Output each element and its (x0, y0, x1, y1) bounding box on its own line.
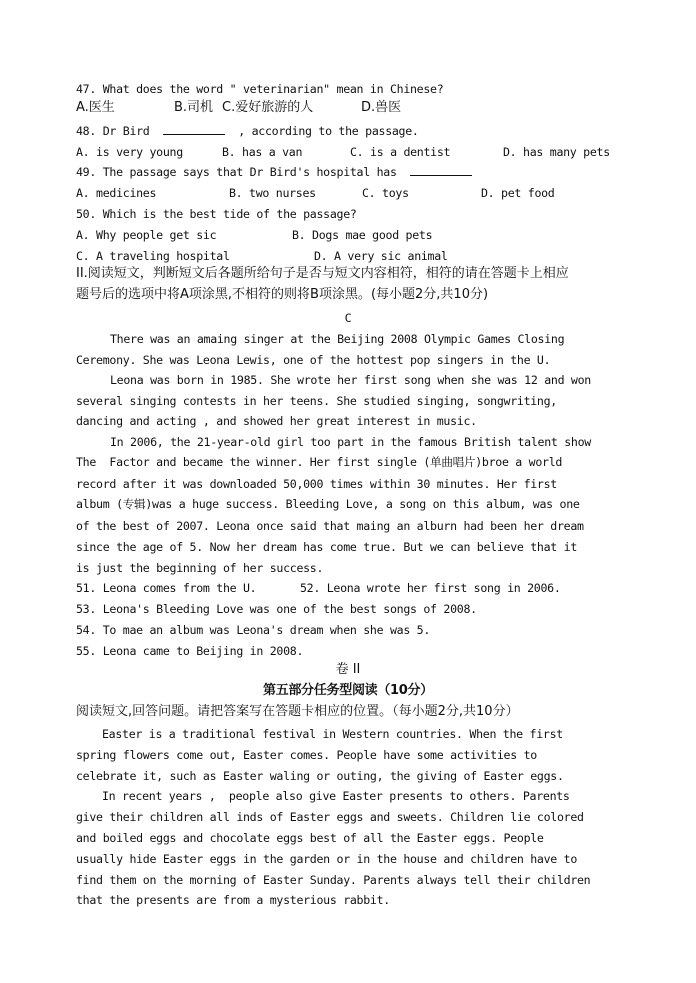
easter-passage-line: spring flowers come out, Easter comes. People have some activities to (76, 748, 537, 762)
passage-c-label: C (344, 311, 352, 325)
statement-54: 54. To mae an album was Leona's dream when she was 5. (76, 623, 431, 637)
passage-c-line: dancing and acting , and showed her great interest in music. (76, 414, 477, 428)
easter-passage-line: celebrate it, such as Easter waling or outing, the giving of Easter eggs. (76, 769, 564, 783)
volume-2-label: 卷 II (335, 662, 361, 677)
passage-c-line: of the best of 2007. Leona once said that maing an alburn had been her dream (76, 519, 584, 533)
easter-passage-line: usually hide Easter eggs in the garden or in the house and children have to (76, 852, 578, 866)
q48-prefix: 48. Dr Bird (76, 124, 150, 138)
easter-passage-line: and boiled eggs and chocolate eggs best of all the Easter eggs. People (76, 831, 544, 845)
passage-c-line: since the age of 5. Now her dream has come true. But we can believe that it (76, 540, 578, 554)
q48-option-b: B. has a van (222, 145, 303, 159)
q49-option-a: A. medicines (76, 186, 157, 200)
q49-option-b: B. two nurses (229, 186, 316, 200)
answer-blank (163, 121, 225, 135)
section-2-instruction-line-1: II.阅读短文，判断短文后各题所给句子是否与短文内容相符，相符的请在答题卡上相应 (76, 266, 569, 281)
q49-prefix: 49. The passage says that Dr Bird's hospital has (76, 165, 397, 179)
q48-option-c: C. is a dentist (350, 145, 451, 159)
section-2-instruction-line-2: 题号后的选项中将A项涂黑,不相符的则将B项涂黑。(每小题2分,共10分) (76, 287, 489, 302)
statement-55: 55. Leona came to Beijing in 2008. (76, 644, 304, 658)
passage-c-line: Leona was born in 1985. She wrote her first song when she was 12 and won (110, 373, 591, 387)
part-5-title: 第五部分任务型阅读（10分） (263, 683, 433, 698)
statement-53: 53. Leona's Bleeding Love was one of the best songs of 2008. (76, 602, 477, 616)
question-47: 47. What does the word " veterinarian" mean in Chinese? (76, 82, 444, 96)
q50-option-d: D. A very sic animal (314, 249, 448, 263)
statement-52: 52. Leona wrote her first song in 2006. (300, 581, 561, 595)
q49-option-d: D. pet food (481, 186, 555, 200)
q50-option-a: A. Why people get sic (76, 228, 217, 242)
answer-blank (410, 162, 472, 176)
passage-c-line: There was an amaing singer at the Beijing 2008 Olympic Games Closing (110, 332, 565, 346)
q47-option-c: C.爱好旅游的人 (222, 100, 314, 115)
passage-c-line: Ceremony. She was Leona Lewis, one of the hottest pop singers in the U. (76, 353, 551, 367)
easter-passage-line: find them on the morning of Easter Sunday. Parents always tell their children (76, 873, 591, 887)
q48-option-d: D. has many pets (503, 145, 610, 159)
passage-c-line: several singing contests in her teens. She studied singing, songwriting, (76, 394, 557, 408)
passage-c-line: In 2006, the 21-year-old girl too part in the famous British talent show (110, 435, 591, 449)
passage-c-line: The Factor and became the winner. Her first single (单曲唱片)broe a world (76, 455, 563, 469)
part-5-instruction: 阅读短文,回答问题。请把答案写在答题卡相应的位置。（每小题2分,共10分） (76, 704, 519, 719)
q50-option-c: C. A traveling hospital (76, 249, 230, 263)
question-50: 50. Which is the best tide of the passage? (76, 207, 357, 221)
passage-c-line: album (专辑)was a huge success. Bleeding Love, a song on this album, was one (76, 497, 580, 511)
easter-passage-line: give their children all inds of Easter eggs and sweets. Children lie colored (76, 810, 584, 824)
q50-option-b: B. Dogs mae good pets (292, 228, 433, 242)
statement-51: 51. Leona comes from the U. (76, 581, 257, 595)
q48-option-a: A. is very young (76, 145, 183, 159)
q47-option-d: D.兽医 (361, 100, 402, 115)
easter-passage-line: Easter is a traditional festival in Western countries. When the first (102, 727, 563, 741)
q47-option-a: A.医生 (76, 100, 115, 115)
easter-passage-line: In recent years , people also give Easter presents to others. Parents (102, 789, 570, 803)
q47-option-b: B.司机 (174, 100, 214, 115)
passage-c-line: is just the beginning of her success. (76, 561, 324, 575)
question-49 (76, 162, 472, 182)
passage-c-line: record after it was downloaded 50,000 times within 30 minutes. Her first (76, 477, 557, 491)
q48-suffix: , according to the passage. (238, 124, 419, 138)
easter-passage-line: that the presents are from a mysterious rabbit. (76, 893, 390, 907)
q49-option-c: C. toys (362, 186, 409, 200)
question-48 (76, 121, 419, 141)
